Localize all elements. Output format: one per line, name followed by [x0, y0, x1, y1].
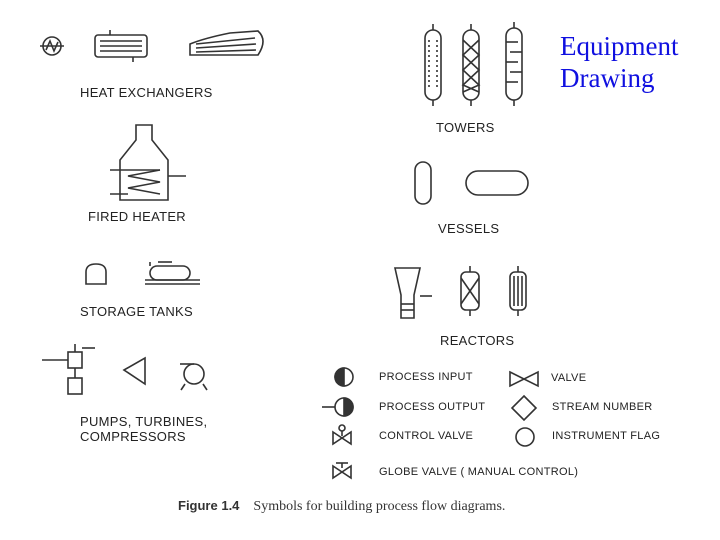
centrifugal-pump-icon	[180, 364, 207, 390]
label-fired-heater: FIRED HEATER	[88, 209, 186, 224]
vertical-vessel-icon	[415, 162, 431, 204]
legend-globe-valve: GLOBE VALVE ( MANUAL CONTROL)	[379, 466, 579, 478]
label-pumps-line-1: PUMPS, TURBINES,	[80, 414, 208, 429]
horizontal-vessel-icon	[466, 171, 528, 195]
legend-stream-number: STREAM NUMBER	[552, 401, 653, 413]
storage-tank-icon	[86, 264, 106, 284]
label-reactors: REACTORS	[440, 333, 515, 348]
shell-tube-exchanger-icon	[95, 30, 147, 62]
reactor-packed-icon	[461, 266, 479, 316]
valve-icon	[510, 372, 538, 386]
tower-trayed-icon	[506, 22, 522, 106]
process-output-icon	[322, 398, 353, 416]
process-input-icon	[335, 368, 353, 386]
compressor-turbine-icon	[124, 358, 145, 384]
figure-number: Figure 1.4	[178, 498, 240, 513]
legend-instrument-flag: INSTRUMENT FLAG	[552, 430, 661, 442]
legend-process-output: PROCESS OUTPUT	[379, 401, 486, 413]
heat-exchanger-circle-icon	[40, 37, 64, 55]
label-towers: TOWERS	[436, 120, 495, 135]
reactor-tubular-icon	[510, 266, 526, 316]
label-pumps-line-2: COMPRESSORS	[80, 429, 186, 444]
stream-number-icon	[512, 396, 536, 420]
globe-valve-icon	[333, 463, 351, 478]
fired-heater-icon	[110, 125, 186, 200]
label-storage-tanks: STORAGE TANKS	[80, 304, 193, 319]
control-valve-icon	[333, 425, 351, 444]
title-line-1: Equipment	[560, 31, 679, 61]
tower-packed-x-icon	[463, 24, 479, 106]
label-heat-exchangers: HEAT EXCHANGERS	[80, 85, 213, 100]
figure-caption-text: Symbols for building process flow diagrams.	[253, 499, 506, 514]
horizontal-storage-tank-icon	[145, 262, 200, 284]
title-line-2: Drawing	[560, 63, 655, 93]
instrument-flag-icon	[516, 428, 534, 446]
tower-packed-icon	[425, 24, 441, 106]
legend-valve: VALVE	[551, 372, 587, 384]
kettle-reboiler-icon	[190, 31, 263, 55]
legend-process-input: PROCESS INPUT	[379, 371, 473, 383]
label-vessels: VESSELS	[438, 221, 500, 236]
reactor-funnel-icon	[395, 268, 432, 318]
figure-caption	[178, 498, 505, 515]
pump-motor-icon	[42, 344, 95, 394]
legend-control-valve: CONTROL VALVE	[379, 430, 474, 442]
